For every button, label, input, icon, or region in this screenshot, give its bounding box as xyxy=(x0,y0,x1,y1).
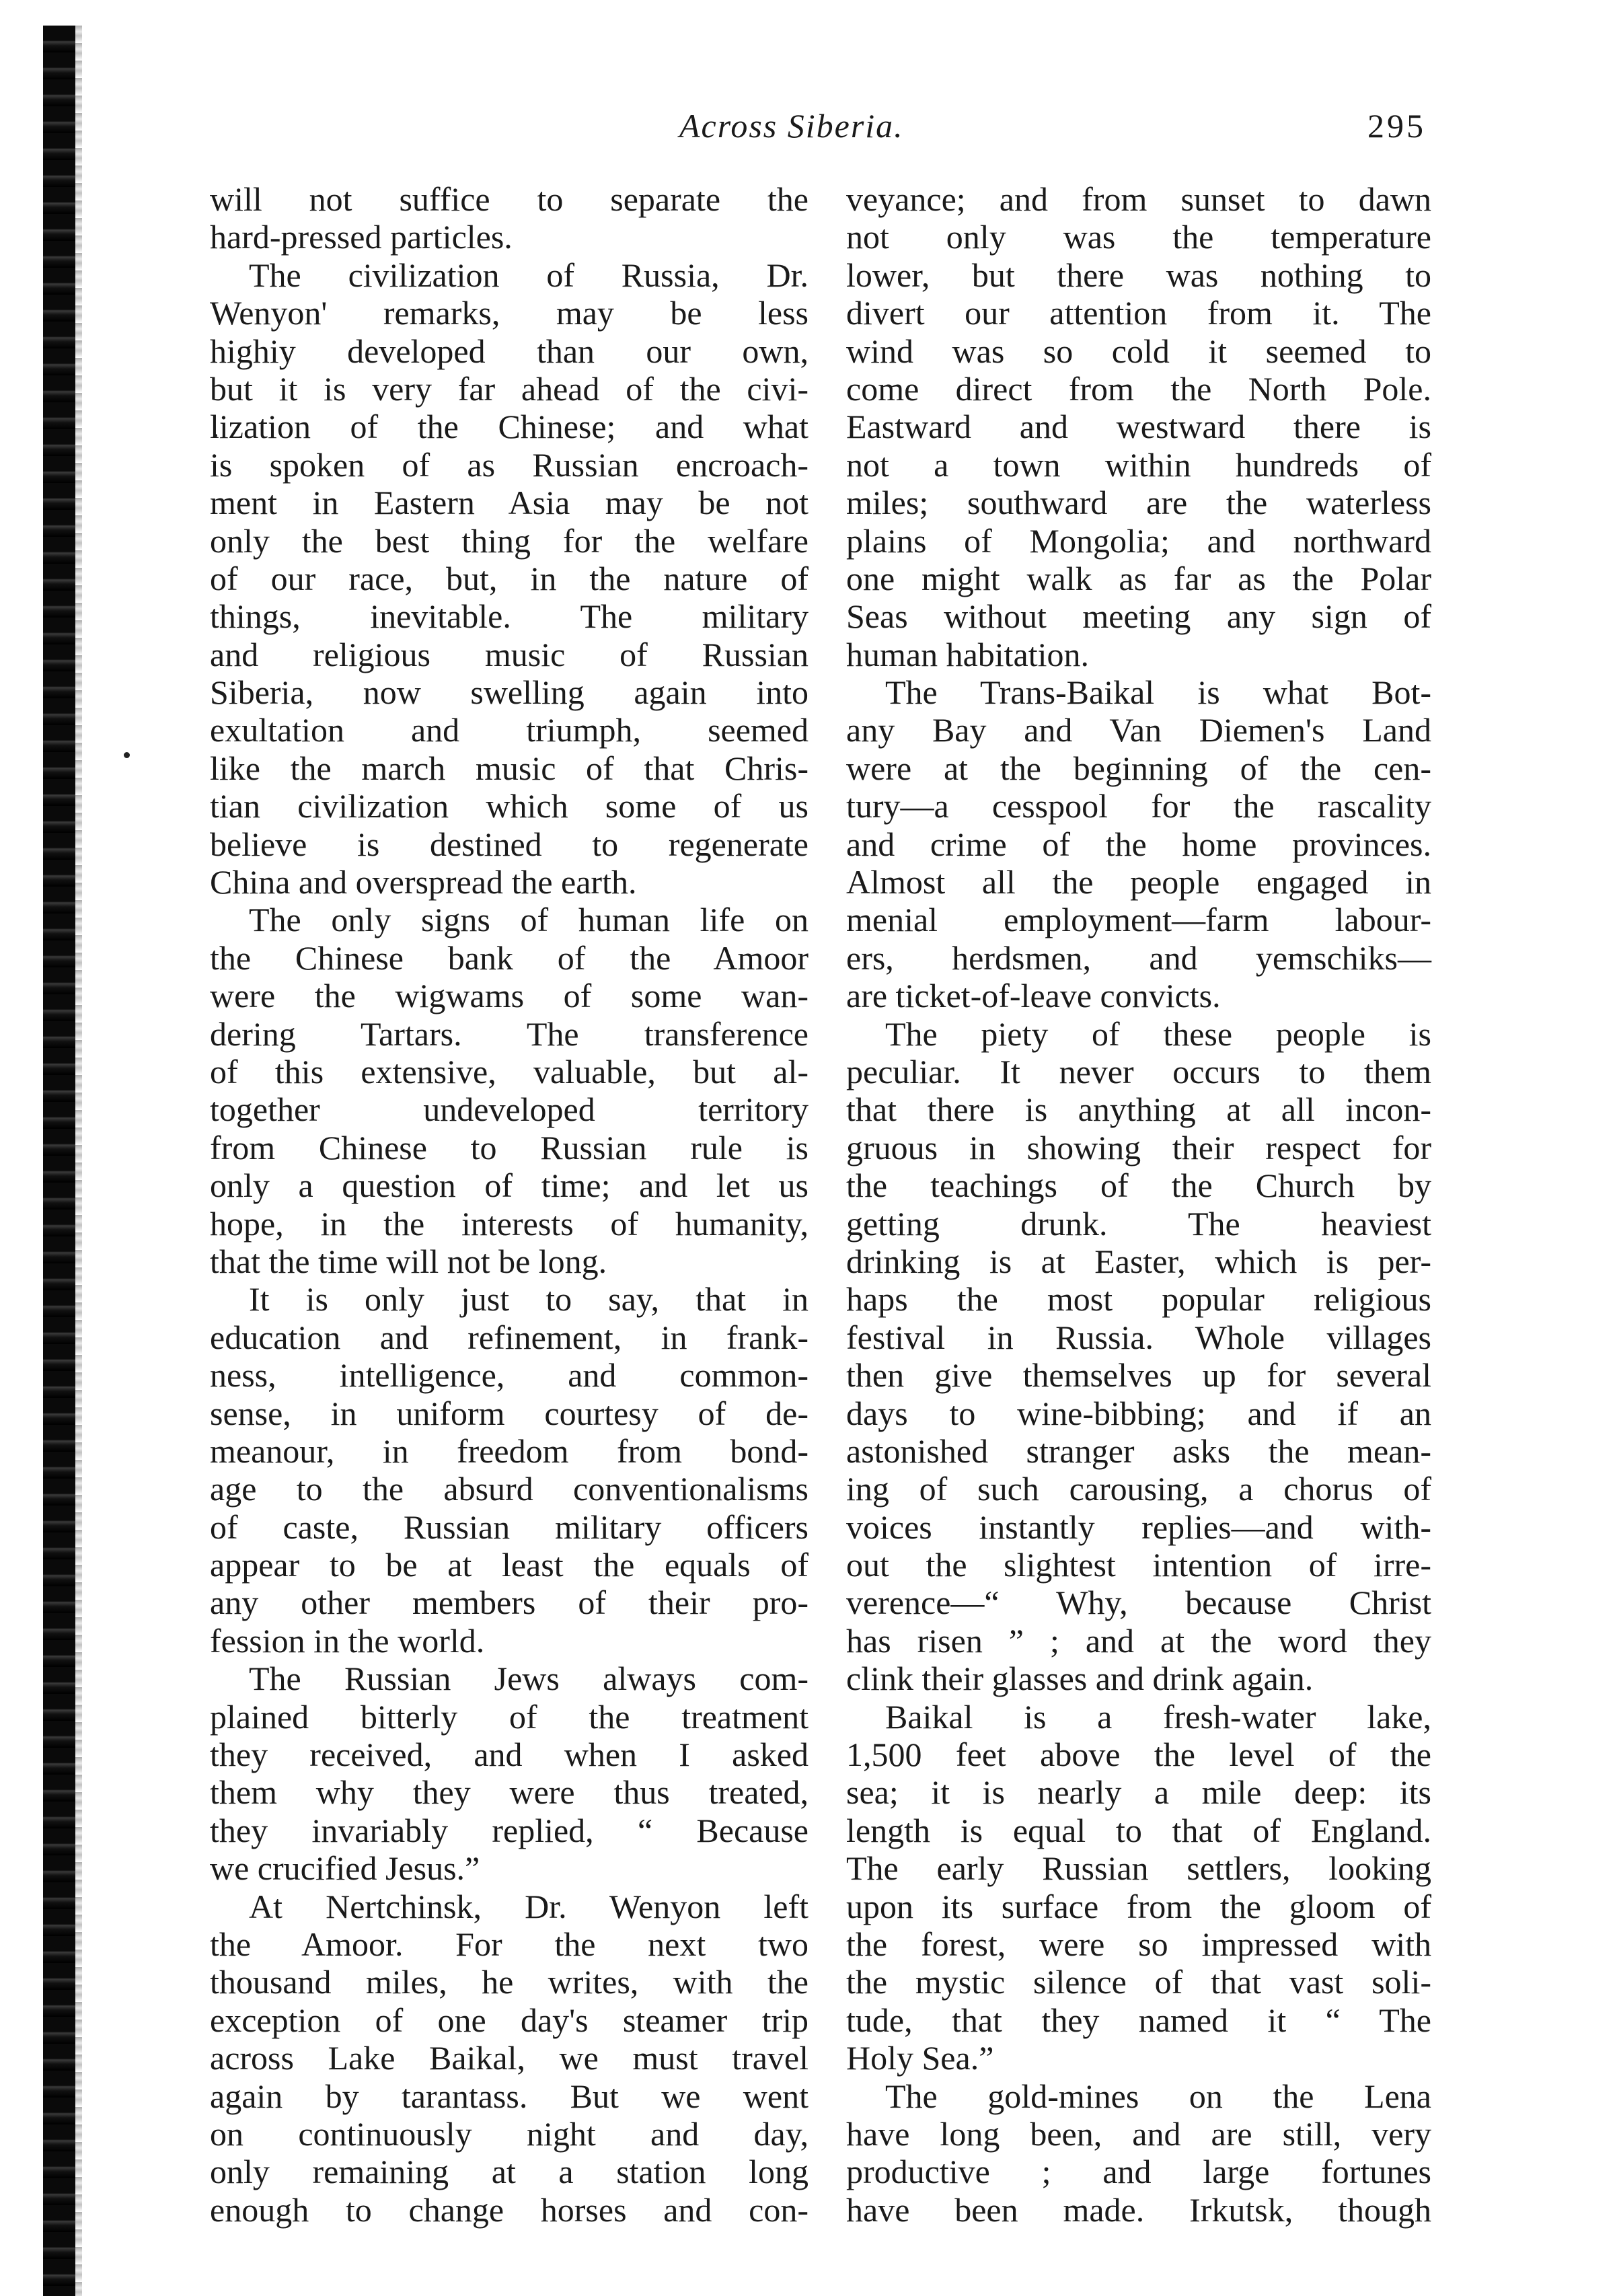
text-line: were at the beginning of the cen- xyxy=(846,749,1431,787)
text-line: enough to change horses and con- xyxy=(210,2190,808,2229)
text-line: of our race, but, in the nature of xyxy=(210,559,808,597)
text-line: drinking is at Easter, which is per- xyxy=(846,1242,1431,1280)
text-line: ing of such carousing, a chorus of xyxy=(846,1470,1431,1508)
text-line: not a town within hundreds of xyxy=(846,445,1431,484)
text-line: lower, but there was nothing to xyxy=(846,256,1431,294)
text-line: At Nertchinsk, Dr. Wenyon left xyxy=(249,1887,808,1925)
text-line: tude, that they named it “ The xyxy=(846,2001,1431,2039)
text-line: from Chinese to Russian rule is xyxy=(210,1128,808,1166)
text-line: education and refinement, in frank- xyxy=(210,1318,808,1356)
text-line: were the wigwams of some wan- xyxy=(210,977,808,1015)
text-line: The Trans-Baikal is what Bot- xyxy=(885,673,1431,712)
text-line: thousand miles, he writes, with the xyxy=(210,1963,808,2001)
text-line: they invariably replied, “ Because xyxy=(210,1811,808,1849)
text-line: the Amoor. For the next two xyxy=(210,1925,808,1963)
ink-speck xyxy=(124,752,130,758)
text-line: only the best thing for the welfare xyxy=(210,521,808,560)
text-line: age to the absurd conventionalisms xyxy=(210,1470,808,1508)
text-line: The early Russian settlers, looking xyxy=(846,1849,1431,1888)
text-line: divert our attention from it. The xyxy=(846,294,1431,332)
right-text-column xyxy=(846,180,1431,2229)
text-line: veyance; and from sunset to dawn xyxy=(846,180,1431,218)
text-line: productive ; and large fortunes xyxy=(846,2153,1431,2191)
text-line: wind was so cold it seemed to xyxy=(846,332,1431,370)
text-line: The only signs of human life on xyxy=(249,901,808,939)
text-line: tian civilization which some of us xyxy=(210,787,808,825)
text-line: menial employment—farm labour- xyxy=(846,901,1431,939)
text-line: come direct from the North Pole. xyxy=(846,369,1431,408)
text-line: are ticket-of-leave convicts. xyxy=(846,977,1221,1015)
text-line: have long been, and are still, very xyxy=(846,2114,1431,2153)
text-line: believe is destined to regenerate xyxy=(210,825,808,863)
text-line: human habitation. xyxy=(846,635,1090,673)
text-line: The civilization of Russia, Dr. xyxy=(249,256,808,294)
text-line: has risen ” ; and at the word they xyxy=(846,1621,1431,1660)
text-line: days to wine-bibbing; and if an xyxy=(846,1394,1431,1432)
text-line: Eastward and westward there is xyxy=(846,408,1431,446)
text-line: fession in the world. xyxy=(210,1621,485,1660)
text-line: they received, and when I asked xyxy=(210,1736,808,1774)
text-line: and crime of the home provinces. xyxy=(846,825,1431,863)
text-line: length is equal to that of England. xyxy=(846,1811,1431,1849)
text-line: things, inevitable. The military xyxy=(210,597,808,636)
text-line: only remaining at a station long xyxy=(210,2153,808,2191)
text-line: any other members of their pro- xyxy=(210,1584,808,1622)
text-line: haps the most popular religious xyxy=(846,1280,1431,1319)
text-line: of this extensive, valuable, but al- xyxy=(210,1052,808,1090)
text-line: upon its surface from the gloom of xyxy=(846,1887,1431,1925)
text-line: Wenyon' remarks, may be less xyxy=(210,294,808,332)
text-line: gruous in showing their respect for xyxy=(846,1128,1431,1166)
page-number: 295 xyxy=(1367,107,1426,145)
text-line: across Lake Baikal, we must travel xyxy=(210,2039,808,2077)
text-line: Almost all the people engaged in xyxy=(846,863,1431,901)
text-line: sense, in uniform courtesy of de- xyxy=(210,1394,808,1432)
text-line: ment in Eastern Asia may be not xyxy=(210,484,808,522)
text-line: Seas without meeting any sign of xyxy=(846,597,1431,636)
book-spine-scan-edge xyxy=(43,26,75,2296)
text-line: have been made. Irkutsk, though xyxy=(846,2190,1431,2229)
text-line: Holy Sea.” xyxy=(846,2039,994,2077)
text-line: lization of the Chinese; and what xyxy=(210,408,808,446)
left-text-column xyxy=(210,180,808,2229)
text-line: verence—“ Why, because Christ xyxy=(846,1584,1431,1622)
text-line: miles; southward are the waterless xyxy=(846,484,1431,522)
text-line: the forest, were so impressed with xyxy=(846,1925,1431,1963)
text-line: out the slightest intention of irre- xyxy=(846,1546,1431,1584)
text-line: and religious music of Russian xyxy=(210,635,808,673)
text-line: the Chinese bank of the Amoor xyxy=(210,938,808,977)
text-line: Baikal is a fresh-water lake, xyxy=(885,1697,1431,1736)
text-line: getting drunk. The heaviest xyxy=(846,1204,1431,1243)
text-line: highiy developed than our own, xyxy=(210,332,808,370)
text-line: sea; it is nearly a mile deep: its xyxy=(846,1773,1431,1812)
text-line: meanour, in freedom from bond- xyxy=(210,1432,808,1470)
text-line: exception of one day's steamer trip xyxy=(210,2001,808,2039)
text-line: then give themselves up for several xyxy=(846,1356,1431,1395)
text-line: on continuously night and day, xyxy=(210,2114,808,2153)
text-line: exultation and triumph, seemed xyxy=(210,711,808,749)
text-line: appear to be at least the equals of xyxy=(210,1546,808,1584)
text-line: not only was the temperature xyxy=(846,218,1431,256)
text-line: ness, intelligence, and common- xyxy=(210,1356,808,1395)
text-line: will not suffice to separate the xyxy=(210,180,808,218)
text-line: plained bitterly of the treatment xyxy=(210,1697,808,1736)
text-line: ers, herdsmen, and yemschiks— xyxy=(846,938,1431,977)
text-line: clink their glasses and drink again. xyxy=(846,1660,1314,1698)
text-line: of caste, Russian military officers xyxy=(210,1508,808,1546)
text-line: astonished stranger asks the mean- xyxy=(846,1432,1431,1470)
text-line: together undeveloped territory xyxy=(210,1090,808,1129)
text-line: The piety of these people is xyxy=(885,1014,1431,1053)
text-line: again by tarantass. But we went xyxy=(210,2077,808,2115)
text-line: 1,500 feet above the level of the xyxy=(846,1736,1431,1774)
text-line: the teachings of the Church by xyxy=(846,1166,1431,1205)
text-line: the mystic silence of that vast soli- xyxy=(846,1963,1431,2001)
text-line: tury—a cesspool for the rascality xyxy=(846,787,1431,825)
text-line: It is only just to say, that in xyxy=(249,1280,808,1319)
text-line: hope, in the interests of humanity, xyxy=(210,1204,808,1243)
page-gutter-edge xyxy=(75,26,82,2296)
text-line: peculiar. It never occurs to them xyxy=(846,1052,1431,1090)
text-line: that there is anything at all incon- xyxy=(846,1090,1431,1129)
text-line: China and overspread the earth. xyxy=(210,863,637,901)
text-line: one might walk as far as the Polar xyxy=(846,559,1431,597)
text-line: is spoken of as Russian encroach- xyxy=(210,445,808,484)
text-line: The Russian Jews always com- xyxy=(249,1660,808,1698)
text-line: festival in Russia. Whole villages xyxy=(846,1318,1431,1356)
text-line: we crucified Jesus.” xyxy=(210,1849,480,1888)
text-line: voices instantly replies—and with- xyxy=(846,1508,1431,1546)
text-line: dering Tartars. The transference xyxy=(210,1014,808,1053)
text-line: any Bay and Van Diemen's Land xyxy=(846,711,1431,749)
text-line: but it is very far ahead of the civi- xyxy=(210,369,808,408)
text-line: The gold-mines on the Lena xyxy=(885,2077,1431,2115)
running-title: Across Siberia. xyxy=(679,107,904,145)
text-line: only a question of time; and let us xyxy=(210,1166,808,1205)
text-line: that the time will not be long. xyxy=(210,1242,607,1280)
text-line: them why they were thus treated, xyxy=(210,1773,808,1812)
text-line: like the march music of that Chris- xyxy=(210,749,808,787)
text-line: Siberia, now swelling again into xyxy=(210,673,808,712)
text-line: plains of Mongolia; and northward xyxy=(846,521,1431,560)
running-header xyxy=(215,101,1426,161)
text-line: hard-pressed particles. xyxy=(210,218,513,256)
